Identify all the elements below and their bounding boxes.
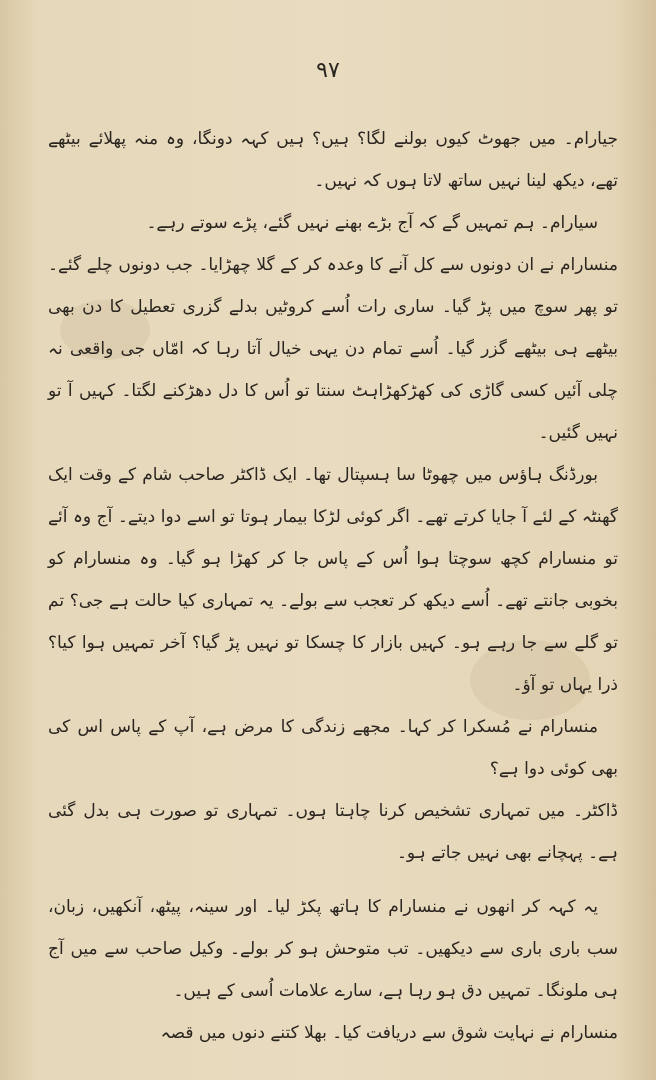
paragraph: منسارام نے ان دونوں سے کل آنے کا وعدہ کر کے گلا چھڑایا۔ جب دونوں چلے گئے۔ تو پھر سوچ میں پڑ گیا۔ ساری رات اُسے کروٹیں بدلے گزری تعطیل کا دن بھی بیٹھے ہی بیٹھے گزر گیا۔ اُسے تمام دن یہی خیال آتا رہا کہ امّاں جی واقعی نہ چلی آئیں کسی گاڑی کی کھڑکھڑاہٹ سنتا تو اُس کا دل دھڑکنے لگتا۔ کہیں آ تو نہیں گئیں۔	[48, 255, 618, 443]
paragraph: ڈاکٹر۔ میں تمہاری تشخیص کرنا چاہتا ہوں۔ تمہاری تو صورت ہی بدل گئی ہے۔ پہچانے بھی نہیں جاتے ہو۔	[48, 801, 618, 863]
paragraph: جیارام۔ میں جھوٹ کیوں بولنے لگا؟ ہیں؟ ہیں کہہ دونگا، وہ منہ پھلائے بیٹھے تھے، دیکھ لینا نہیں ساتھ لاتا ہوں کہ نہیں۔	[48, 129, 618, 191]
page-number: ۹۷	[316, 58, 340, 83]
paragraph: یہ کہہ کر انھوں نے منسارام کا ہاتھ پکڑ لیا۔ اور سینہ، پیٹھ، آنکھیں، زبان، سب باری باری سے دیکھیں۔ تب متوحش ہو کر بولے۔ وکیل صاحب سے میں آج ہی ملونگا۔ تمہیں دق ہو رہا ہے، سارے علامات اُسی کے ہیں۔	[48, 897, 618, 1001]
paragraph: بورڈنگ ہاؤس میں چھوٹا سا ہسپتال تھا۔ ایک ڈاکٹر صاحب شام کے وقت ایک گھنٹہ کے لئے آ جایا کرتے تھے۔ اگر کوئی لڑکا بیمار ہوتا تو اسے دوا دیتے۔ آج وہ آئے تو منسارام کچھ سوچتا ہوا اُس کے پاس جا کر کھڑا ہو گیا۔ وہ منسارام کو بخوبی جانتے تھے۔ اُسے دیکھ کر تعجب سے بولے۔ یہ تمہاری کیا حالت ہے جی؟ تم تو گلے سے جا رہے ہو۔ کہیں بازار کا چسکا تو نہیں پڑ گیا؟ آخر تمہیں ہوا کیا؟ ذرا یہاں تو آؤ۔	[48, 465, 618, 695]
paragraph: منسارام نے نہایت شوق سے دریافت کیا۔ بھلا کتنے دنوں میں قصہ	[160, 1023, 618, 1043]
paragraph: منسارام نے مُسکرا کر کہا۔ مجھے زندگی کا مرض ہے، آپ کے پاس اس کی بھی کوئی دوا ہے؟	[48, 717, 618, 779]
paragraph: سیارام۔ ہم تمہیں گے کہ آج بڑے بھنے نہیں گئے، پڑے سوتے رہے۔	[146, 213, 598, 233]
page-body-text	[48, 118, 618, 1054]
